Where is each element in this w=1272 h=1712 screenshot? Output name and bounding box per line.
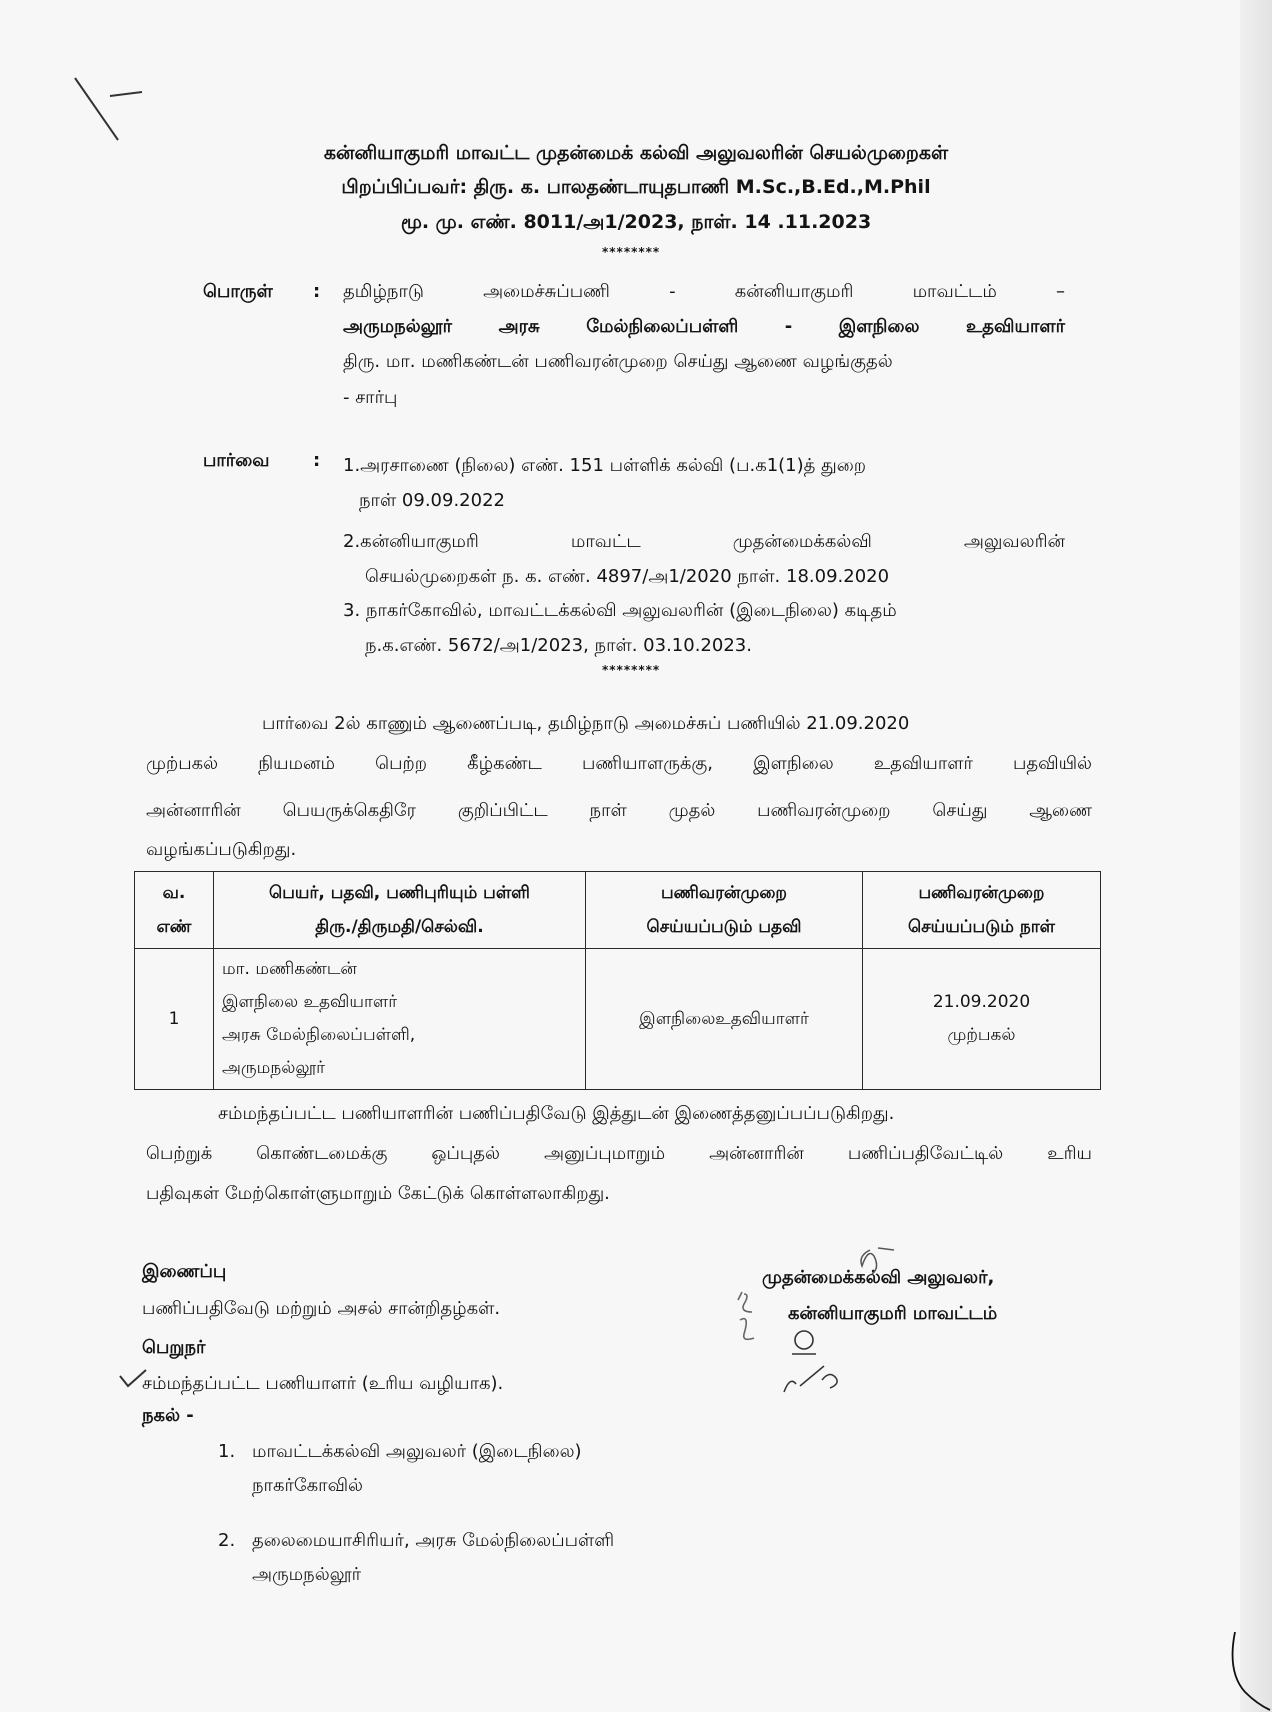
copy-item: மாவட்டக்கல்வி அலுவலர் (இடைநிலை) [252,1441,582,1462]
column-header [863,872,1101,949]
employee-details [214,949,586,1090]
session-value: முற்பகல் [947,1025,1016,1045]
body-text: பதிவுகள் மேற்கொள்ளுமாறும் கேட்டுக் கொள்ளலாகிறது. [146,1183,610,1204]
column-header-text: செய்யப்படும் நாள் [908,917,1055,937]
office-title: கன்னியாகுமரி மாவட்ட முதன்மைக் கல்வி அலுவலரின் செயல்முறைகள் [323,142,949,164]
reference-item: நாள் 09.09.2022 [359,490,505,511]
reference-item: செயல்முறைகள் ந. க. எண். 4897/அ1/2020 நாள். 18.09.2020 [365,566,890,587]
regularised-post: இளநிலைஉதவியாளர் [586,949,863,1090]
column-header [135,872,214,949]
employee-name: மா. மணிகண்டன் [222,959,357,979]
reference-label: பார்வை [203,450,270,471]
employee-school: அரசு மேல்நிலைப்பள்ளி, [222,1025,416,1045]
copy-item: அருமநல்லூர் [252,1564,362,1585]
column-header-text: எண் [156,917,192,937]
body-text: பெற்றுக் கொண்டமைக்கு ஒப்புதல் அனுப்புமாறும் அன்னாரின் பணிப்பதிவேட்டில் உரிய [146,1143,1092,1164]
pen-mark-icon [70,70,150,150]
column-header-text: பணிவரன்முறை [660,883,787,903]
body-text: சம்மந்தப்பட்ட பணியாளரின் பணிப்பதிவேடு இத்துடன் இணைத்தனுப்பப்படுகிறது. [218,1103,895,1124]
column-header-text: திரு./திருமதி/செல்வி. [315,917,484,937]
table-header-row [135,872,1101,949]
enclosure-label: இணைப்பு [142,1261,227,1282]
column-header-text: வ. [162,883,186,903]
recipient-label: பெறுநர் [142,1337,206,1358]
signatory-designation: முதன்மைக்கல்வி அலுவலர், [762,1267,995,1288]
column-header-text: செய்யப்படும் பதவி [646,917,802,937]
copy-item-number: 2. [218,1530,236,1551]
subject-line: திரு. மா. மணிகண்டன் பணிவரன்முறை செய்து ஆணை வழங்குதல் [343,351,893,372]
copy-item-number: 1. [218,1441,236,1462]
enclosure-text: பணிப்பதிவேடு மற்றும் அசல் சான்றிதழ்கள். [142,1298,501,1319]
column-header [214,872,586,949]
column-header-text: பணிவரன்முறை [918,883,1045,903]
copy-item: தலைமையாசிரியர், அரசு மேல்நிலைப்பள்ளி [252,1530,615,1551]
column-header-text: பெயர், பதவி, பணிபுரியும் பள்ளி [269,883,530,903]
scan-edge [1240,0,1272,1712]
reference-item: ந.க.எண். 5672/அ1/2023, நாள். 03.10.2023. [365,635,752,656]
employee-post: இளநிலை உதவியாளர் [222,992,398,1012]
regularised-date [863,949,1101,1090]
body-text: பார்வை 2ல் காணும் ஆணைப்படி, தமிழ்நாடு அமைச்சுப் பணியில் 21.09.2020 [262,713,910,734]
subject-line: - சார்பு [343,387,398,408]
body-text: வழங்கப்படுகிறது. [146,839,297,860]
signature-icon [720,1230,900,1400]
signatory-district: கன்னியாகுமரி மாவட்டம் [788,1303,998,1324]
subject-line: தமிழ்நாடு அமைச்சுப்பணி - கன்னியாகுமரி மாவட்டம் – [343,281,1065,302]
page-curl-icon [1225,1632,1272,1712]
recipient-text: சம்மந்தப்பட்ட பணியாளர் (உரிய வழியாக). [142,1373,504,1394]
date-value: 21.09.2020 [932,992,1031,1012]
copy-item: நாகர்கோவில் [252,1475,363,1496]
separator: ******** [602,245,661,259]
separator: ******** [602,663,661,677]
reference-item: 2.கன்னியாகுமரி மாவட்ட முதன்மைக்கல்வி அலுவலரின் [343,531,1065,552]
table-row [135,949,1101,1090]
reference-item: 3. நாகர்கோவில், மாவட்டக்கல்வி அலுவலரின் (இடைநிலை) கடிதம் [343,600,897,621]
reference-item: 1.அரசாணை (நிலை) எண். 151 பள்ளிக் கல்வி (ப.க1(1)த் துறை [343,455,866,476]
reference-number: மூ. மு. எண். 8011/அ1/2023, நாள். 14 .11.2023 [400,211,872,233]
employee-place: அருமநல்லூர் [222,1058,326,1078]
column-header [586,872,863,949]
regularisation-table [134,871,1101,1090]
copy-label: நகல் - [142,1405,194,1426]
issuer-line: பிறப்பிப்பவர்: திரு. க. பாலதண்டாயுதபாணி M.Sc.,B.Ed.,M.Phil [341,176,931,198]
subject-colon: : [313,281,321,302]
serial-number: 1 [135,949,214,1090]
body-text: முற்பகல் நியமனம் பெற்ற கீழ்கண்ட பணியாளருக்கு, இளநிலை உதவியாளர் பதவியில் [146,753,1092,774]
subject-line: அருமநல்லூர் அரசு மேல்நிலைப்பள்ளி - இளநிலை உதவியாளர் [343,316,1065,337]
reference-colon: : [313,450,321,471]
subject-label: பொருள் [203,281,273,302]
body-text: அன்னாரின் பெயருக்கெதிரே குறிப்பிட்ட நாள் முதல் பணிவரன்முறை செய்து ஆணை [146,800,1092,821]
